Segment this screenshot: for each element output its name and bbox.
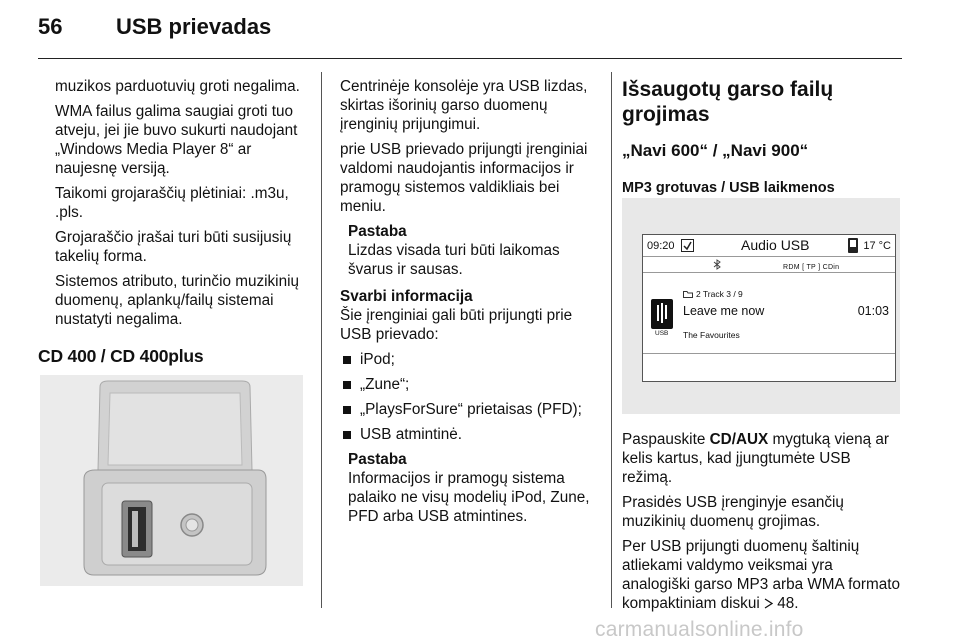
screen-source-bar: [643, 256, 895, 273]
bullet-icon: [343, 356, 351, 364]
section-title: USB prievadas: [116, 14, 272, 39]
temperature: 17 °C: [863, 240, 891, 252]
paragraph: WMA failus galima saugiai groti tuo atveju, jei jie buvo sukurti naudojant „Windows Media Player 8“ ar naujesnę versiją.: [55, 103, 298, 177]
bluetooth-icon: [713, 259, 721, 270]
note-title: Pastaba: [348, 451, 407, 468]
page-reference: 48.: [772, 595, 799, 612]
subheading-mp3: MP3 grotuvas / USB laikmenos: [622, 180, 835, 196]
album-title: The Favourites: [683, 330, 740, 340]
bullet-icon: [343, 431, 351, 439]
page-number: 56: [38, 14, 63, 39]
source-indicators: RDM [ TP ] CDin: [783, 264, 840, 271]
note-text: Lizdas visada turi būti laikomas švarus ir sausas.: [348, 242, 560, 278]
song-title: Leave me now: [683, 304, 765, 318]
screen-title: Audio USB: [741, 237, 810, 253]
note-box: [348, 222, 605, 279]
important-title: Svarbi informacija: [340, 288, 473, 305]
paragraph: Taikomi grojaraščių plėtiniai: .m3u, .pls.: [55, 185, 289, 221]
column-divider-2: [611, 72, 612, 608]
list-item: „PlaysForSure“ prietaisas (PFD);: [340, 400, 605, 419]
section-heading: Išsaugotų garso failų grojimas: [622, 78, 834, 126]
note-text: Informacijos ir pramogų sistema palaiko ne visų modelių iPod, Zune, PFD arba USB atmintines.: [348, 470, 590, 525]
list-item: iPod;: [340, 350, 605, 369]
bullet-icon: [343, 381, 351, 389]
header-rule: [38, 58, 902, 59]
device-list: [340, 350, 605, 444]
subheading-navi: „Navi 600“ / „Navi 900“: [622, 141, 809, 160]
list-item: „Zune“;: [340, 375, 605, 394]
paragraph: Per USB prijungti duomenų šaltinių atliekami valdymo veiksmai yra analogiški garso MP3 arba WMA formato kompaktiniam diskui 48.: [622, 538, 901, 612]
watermark: carmanualsonline.info: [595, 618, 804, 641]
important-text: Šie įrenginiai gali būti prijungti prie USB prievado:: [340, 307, 573, 343]
list-item: USB atmintinė.: [340, 425, 605, 444]
note-title: Pastaba: [348, 223, 407, 240]
signal-icon: [681, 239, 694, 252]
paragraph: Centrinėje konsolėje yra USB lizdas, skirtas išorinių garso duomenų įrenginių prijungimui.: [340, 78, 588, 133]
audio-usb-screen: [642, 234, 896, 382]
bullet-icon: [343, 406, 351, 414]
cd400-heading: CD 400 / CD 400plus: [38, 346, 204, 366]
usb-device-icon: [651, 299, 673, 329]
usb-label: USB: [655, 330, 669, 337]
usb-port-photo: [40, 375, 303, 586]
column-2: [340, 77, 605, 534]
note-box: [348, 450, 605, 526]
paragraph: Sistemos atributo, turinčio muzikinių duomenų, aplankų/failų sistemai nustatyti negalima.: [55, 273, 299, 328]
arrow-ref-icon: [764, 598, 773, 609]
paragraph: muzikos parduotuvių groti negalima.: [55, 78, 300, 95]
screen-bottom-divider: [643, 353, 895, 354]
column-3-body: [622, 430, 904, 619]
paragraph: prie USB prievado prijungti įrenginiai valdomi naudojantis informacijos ir pramogų sistemos valdikliais bei meniu.: [340, 141, 588, 215]
elapsed-time: 01:03: [857, 304, 889, 318]
column-divider-1: [321, 72, 322, 608]
clock: 09:20: [647, 240, 675, 252]
column-3: [622, 77, 904, 207]
folder-icon: [683, 290, 693, 298]
paragraph: Prasidės USB įrenginyje esančių muzikinių duomenų grojimas.: [622, 494, 844, 530]
paragraph: Paspauskite CD/AUX mygtuką vieną ar kelis kartus, kad įjungtumėte USB režimą.: [622, 431, 889, 486]
paragraph: Grojaraščio įrašai turi būti susijusių takelių forma.: [55, 229, 292, 265]
column-1: [55, 77, 310, 335]
navi-display-figure: [622, 198, 900, 414]
phone-icon: [847, 238, 859, 253]
track-info: 2 Track 3 / 9: [696, 289, 743, 299]
cd-aux-button-ref: CD/AUX: [709, 431, 769, 448]
